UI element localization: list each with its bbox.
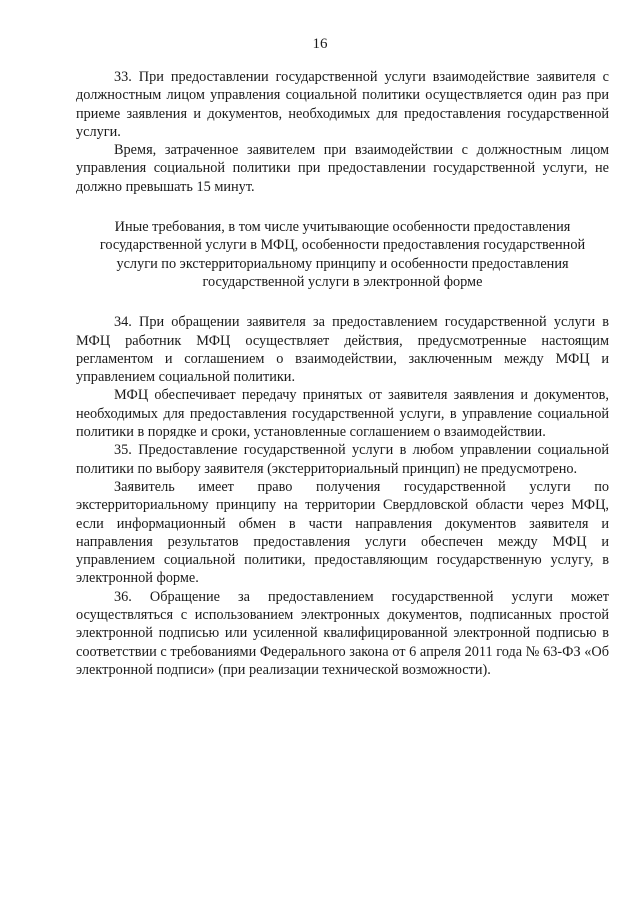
paragraph-time-limit: Время, затраченное заявителем при взаимодействии с должностным лицом управления социальной политики при предоставлении государственной услуги, не должно превышать 15 минут. — [76, 142, 609, 195]
paragraph-34: 34. При обращении заявителя за предоставлением государственной услуги в МФЦ работник МФЦ осуществляет действия, предусмотренные настоящим регламентом и соглашением о взаимодействии, заключенным между МФЦ и управлением социальной политики. — [76, 314, 609, 386]
page-number: 16 — [312, 36, 328, 52]
paragraph-mfc-transfer: МФЦ обеспечивает передачу принятых от заявителя заявления и документов, необходимых для предоставления государственной услуги, в управление социальной политики в порядке и сроки, установленные соглашением о взаимодействии. — [76, 387, 609, 441]
paragraph-36: 36. Обращение за предоставлением государственной услуги может осуществляться с использованием электронных документов, подписанных простой электронной подписью или усиленной квалифицированной электронной подписью в соответствии с требованиями Федерального закона от 6 апреля 2011 года № 63-ФЗ «Об электронной подписи» (при реализации технической возможности). — [76, 588, 609, 678]
paragraph-33: 33. При предоставлении государственной услуги взаимодействие заявителя с должностным лицом управления социальной политики осуществляется один раз при приеме заявления и документов, необходимых для предоставления государственной услуги. — [76, 69, 609, 140]
section-heading: Иные требования, в том числе учитывающие особенности предоставления государственной услуги в МФЦ, особенности предоставления государственной услуги по экстерриториальному принципу и особенности предоставления государственной услуги в электронной форме — [99, 219, 586, 290]
paragraph-exterritorial-right: Заявитель имеет право получения государственной услуги по экстерриториальному принципу на территории Свердловской области через МФЦ, если информационный обмен в части направления документов заявителя и направления результатов предоставления услуги обеспечен между МФЦ и управлением социальной политики, предоставляющим государственную услугу, в электронной форме. — [76, 478, 609, 587]
paragraph-35: 35. Предоставление государственной услуги в любом управлении социальной политики по выбору заявителя (экстерриториальный принцип) не предусмотрено. — [76, 442, 609, 477]
document-body — [76, 68, 609, 679]
